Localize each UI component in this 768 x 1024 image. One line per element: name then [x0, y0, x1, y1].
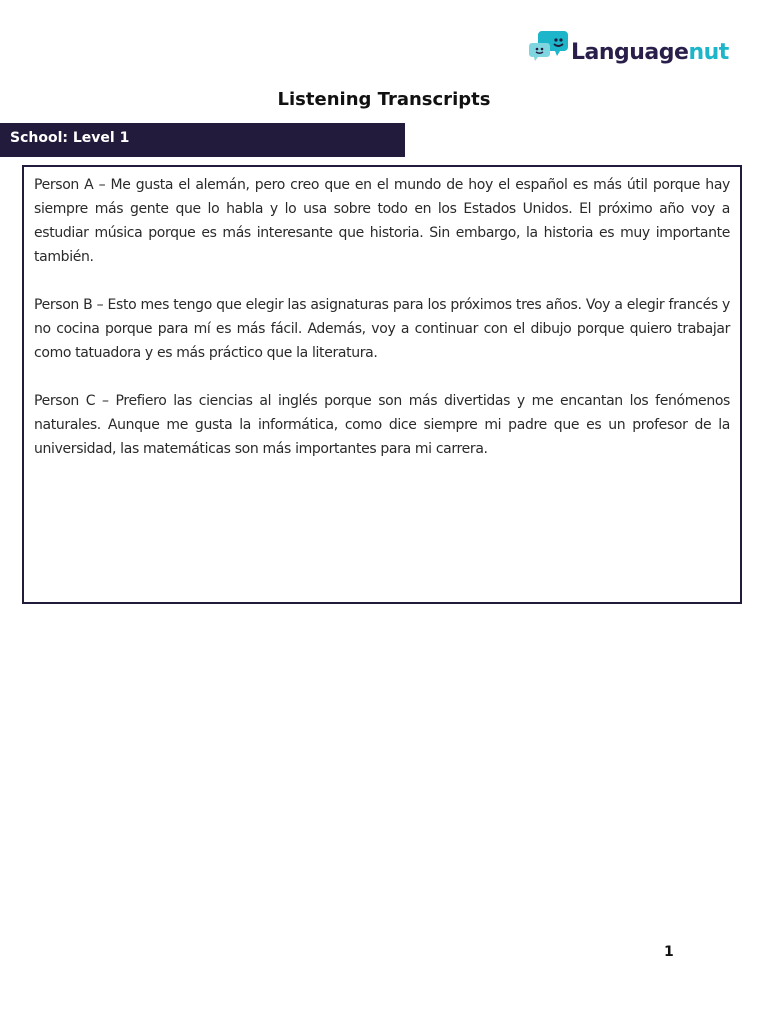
logo-wordmark-accent: nut — [688, 39, 729, 65]
logo-wordmark-main: Language — [571, 39, 689, 65]
transcript-person-a: Person A – Me gusta el alemán, pero creo que en el mundo de hoy el español es más útil porque hay siempre más gente que lo habla y lo usa sobre todo en los Estados Unidos. El próximo año voy a estudiar música porque es más interesante que historia. Sin embargo, la historia es muy importante también. — [34, 177, 730, 265]
languagenut-logo — [529, 24, 729, 70]
speech-bubbles-icon — [529, 30, 569, 64]
page-title: Listening Transcripts — [277, 89, 491, 110]
logo-wordmark — [571, 40, 729, 65]
transcript-person-b: Person B – Esto mes tengo que elegir las asignaturas para los próximos tres años. Voy a elegir francés y no cocina porque para mí es más fácil. Además, voy a continuar con el dibujo porque quiero trabajar como tatuadora y es más práctico que la literatura. — [34, 297, 730, 361]
level-banner: School: Level 1 — [0, 123, 405, 157]
page-number: 1 — [664, 944, 674, 960]
transcript-person-c: Person C – Prefiero las ciencias al inglés porque son más divertidas y me encantan los fenómenos naturales. Aunque me gusta la informática, como dice siempre mi padre que es un profesor de la universidad, las matemáticas son más importantes para mi carrera. — [34, 393, 730, 457]
transcript-box — [22, 165, 742, 604]
